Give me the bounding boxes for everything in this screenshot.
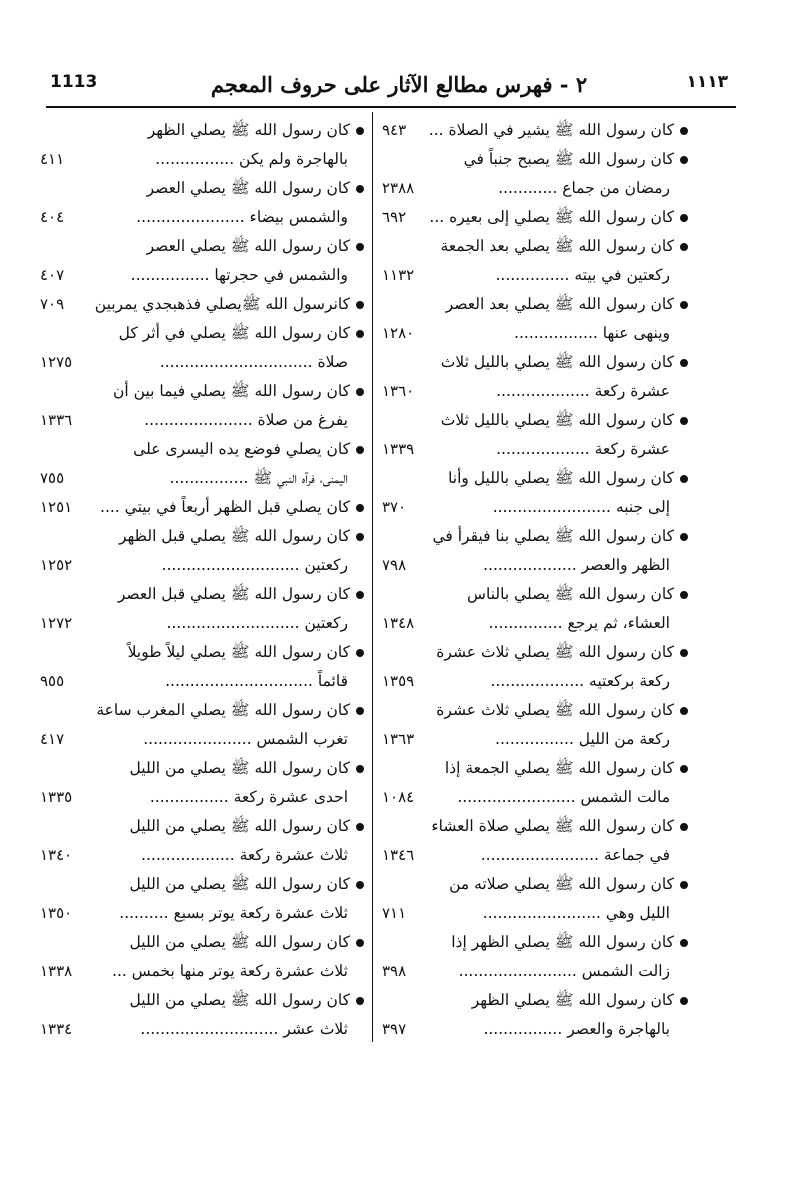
- bullet-icon: [356, 127, 364, 135]
- bullet-icon: [680, 649, 688, 657]
- bullet-icon: [356, 881, 364, 889]
- entry-first-line: [382, 928, 694, 957]
- entry-first-line: [382, 522, 694, 551]
- entry-first-line: [40, 812, 370, 841]
- entry-first-line: [382, 116, 694, 145]
- entry-number: ٧٩٨: [382, 556, 407, 574]
- entry-number: ١٣٤٠: [40, 846, 73, 864]
- bullet-icon: [680, 881, 688, 889]
- page-number-arabic: ١١١٣: [686, 72, 728, 92]
- index-entry: [40, 493, 370, 522]
- entry-text: كان رسول الله ﷺ يصلي بالليل ثلاث: [440, 411, 674, 429]
- entry-continuation-line: [40, 464, 370, 493]
- entry-first-line: [382, 203, 694, 232]
- index-entry: [40, 522, 370, 580]
- bullet-icon: [680, 765, 688, 773]
- entry-text: كان رسول الله ﷺ يصلي الظهر إذا: [451, 933, 674, 951]
- entry-continuation-line: [40, 899, 370, 928]
- entry-first-line: [382, 580, 694, 609]
- entry-number: ٩٥٥: [40, 672, 65, 690]
- index-entry: [382, 232, 694, 290]
- entry-first-line: [40, 580, 370, 609]
- index-entry: [382, 696, 694, 754]
- entry-number: ١٣٥٩: [382, 672, 415, 690]
- entry-number: ٩٤٣: [382, 121, 407, 139]
- bullet-icon: [356, 591, 364, 599]
- entry-continuation-line: [382, 783, 694, 812]
- index-entry: [40, 319, 370, 377]
- entry-continuation-line: [382, 609, 694, 638]
- entry-continuation-line: [40, 348, 370, 377]
- index-entry: [382, 580, 694, 638]
- index-entry: [40, 986, 370, 1044]
- entry-continuation-line: [40, 551, 370, 580]
- entry-text: كان رسول الله ﷺ يصلي العصر: [146, 179, 350, 197]
- entry-text: كان رسول الله ﷺ يصلي ثلاث عشرة: [436, 701, 674, 719]
- entry-first-line: [40, 696, 370, 725]
- entry-text: كان رسول الله ﷺ يصلي الظهر: [147, 121, 350, 139]
- entry-continuation-line: [382, 841, 694, 870]
- bullet-icon: [680, 359, 688, 367]
- bullet-icon: [680, 214, 688, 222]
- entry-continuation-line: [40, 957, 370, 986]
- entry-text: كان رسول الله ﷺ يصلي من الليل: [129, 991, 350, 1009]
- entry-text: عشرة ركعة ...................: [496, 440, 670, 458]
- bullet-icon: [356, 649, 364, 657]
- entry-text: ثلاث عشرة ركعة يوتر منها بخمس ...: [112, 962, 348, 980]
- index-entry: [382, 812, 694, 870]
- index-column-left: [40, 116, 370, 1044]
- bullet-icon: [356, 939, 364, 947]
- index-entry: [40, 696, 370, 754]
- entry-text: العشاء، ثم يرجع ...............: [488, 614, 670, 632]
- page-number-latin: 1113: [50, 72, 98, 92]
- entry-text: كان رسول الله ﷺ يصلي العصر: [146, 237, 350, 255]
- entry-text: كان رسول الله ﷺ يصلي صلاة العشاء: [431, 817, 674, 835]
- entry-text: بالهاجرة ولم يكن ................: [155, 150, 348, 168]
- entry-text: كان رسول الله ﷺ يصلي بالليل ثلاث: [440, 353, 674, 371]
- entry-number: ٣٧٠: [382, 498, 407, 516]
- bullet-icon: [680, 707, 688, 715]
- entry-number: ١٣٥٠: [40, 904, 73, 922]
- bullet-icon: [356, 707, 364, 715]
- entry-text: إلى جنبه ........................: [492, 498, 670, 516]
- entry-text: ركعتين ............................: [161, 556, 348, 574]
- entry-text: احدى عشرة ركعة ................: [149, 788, 348, 806]
- entry-continuation-line: [382, 725, 694, 754]
- entry-continuation-line: [40, 203, 370, 232]
- bullet-icon: [356, 823, 364, 831]
- entry-continuation-line: [382, 899, 694, 928]
- entry-text: صلاة ...............................: [159, 353, 348, 371]
- entry-first-line: [382, 464, 694, 493]
- entry-text: الظهر والعصر ...................: [483, 556, 670, 574]
- index-entry: [40, 377, 370, 435]
- entry-text: اليمنى، فرآه النبي ﷺ ................: [169, 469, 348, 487]
- index-entry: [40, 116, 370, 174]
- entry-text: كان رسول الله ﷺ يصلي بعد الجمعة: [440, 237, 674, 255]
- index-entry: [382, 928, 694, 986]
- index-entry: [382, 986, 694, 1044]
- entry-text: الليل وهي ........................: [482, 904, 670, 922]
- entry-first-line: [40, 638, 370, 667]
- index-entry: [382, 116, 694, 145]
- column-divider: [372, 112, 373, 1042]
- entry-text: رمضان من جماع ............: [498, 179, 670, 197]
- entry-text: بالهاجرة والعصر ................: [483, 1020, 670, 1038]
- entry-text: كان رسول الله ﷺ يشير في الصلاة ...: [428, 121, 674, 139]
- bullet-icon: [680, 127, 688, 135]
- entry-first-line: [382, 754, 694, 783]
- entry-number: ٣٩٨: [382, 962, 407, 980]
- entry-text: ثلاث عشرة ركعة يوتر بسبع ..........: [119, 904, 348, 922]
- entry-text: ركعة من الليل ................: [495, 730, 670, 748]
- entry-number: ١٣٦٣: [382, 730, 415, 748]
- entry-continuation-line: [382, 435, 694, 464]
- entry-continuation-line: [40, 609, 370, 638]
- entry-continuation-line: [382, 174, 694, 203]
- entry-text: كان رسول الله ﷺ يصلي الجمعة إذا: [444, 759, 674, 777]
- entry-number: ١٢٨٠: [382, 324, 415, 342]
- entry-continuation-line: [40, 667, 370, 696]
- entry-number: ١٣٣٨: [40, 962, 73, 980]
- index-entry: [382, 638, 694, 696]
- page-title: ٢ - فهرس مطالع الآثار على حروف المعجم: [210, 72, 588, 97]
- entry-first-line: [382, 406, 694, 435]
- entry-number: ٣٩٧: [382, 1020, 407, 1038]
- entry-first-line: [382, 290, 694, 319]
- entry-first-line: [40, 522, 370, 551]
- entry-text: كان رسول الله ﷺ يصلي بالناس: [467, 585, 674, 603]
- index-entry: [40, 435, 370, 493]
- entry-text: كان رسول الله ﷺ يصلي بالليل وأنا: [448, 469, 674, 487]
- entry-text: كان رسول الله ﷺ يصلي قبل العصر: [117, 585, 350, 603]
- bullet-icon: [680, 533, 688, 541]
- entry-number: ١٢٥١: [40, 498, 73, 516]
- bullet-icon: [356, 765, 364, 773]
- entry-continuation-line: [40, 261, 370, 290]
- entry-text: كان يصلي فوضع يده اليسرى على: [133, 440, 350, 458]
- entry-continuation-line: [382, 493, 694, 522]
- index-entry: [40, 290, 370, 319]
- entry-number: ١٣٣٤: [40, 1020, 73, 1038]
- entry-first-line: [382, 348, 694, 377]
- index-entry: [382, 870, 694, 928]
- entry-text: والشمس في حجرتها ................: [130, 266, 348, 284]
- index-entry: [382, 145, 694, 203]
- entry-text: ثلاث عشرة ركعة ...................: [141, 846, 348, 864]
- index-entry: [382, 203, 694, 232]
- bullet-icon: [356, 243, 364, 251]
- entry-text: كان رسول الله ﷺ يصلي من الليل: [129, 817, 350, 835]
- index-entry: [382, 522, 694, 580]
- entry-text: ركعتين ...........................: [166, 614, 348, 632]
- entry-first-line: [40, 754, 370, 783]
- index-entry: [40, 870, 370, 928]
- entry-number: ١٣٦٠: [382, 382, 415, 400]
- entry-text: زالت الشمس ........................: [458, 962, 670, 980]
- entry-number: ١٣٣٥: [40, 788, 73, 806]
- bullet-icon: [680, 591, 688, 599]
- entry-first-line: [382, 812, 694, 841]
- entry-first-line: [40, 435, 370, 464]
- entry-text: كان رسول الله ﷺ يصلي ليلاً طويلاً: [127, 643, 350, 661]
- entry-text: كان رسول الله ﷺ يصلي في أثر كل: [118, 324, 350, 342]
- entry-text: كان رسول الله ﷺ يصلي ثلاث عشرة: [436, 643, 674, 661]
- entry-number: ٧١١: [382, 904, 407, 922]
- entry-continuation-line: [382, 1015, 694, 1044]
- entry-number: ١٢٥٢: [40, 556, 73, 574]
- entry-number: ٧٠٩: [40, 295, 65, 313]
- entry-text: قائماً ..............................: [165, 672, 348, 690]
- bullet-icon: [356, 533, 364, 541]
- entry-continuation-line: [382, 261, 694, 290]
- entry-text: كان رسول الله ﷺ يصبح جنباً في: [463, 150, 674, 168]
- entry-number: ٤٠٧: [40, 266, 65, 284]
- bullet-icon: [680, 939, 688, 947]
- entry-first-line: [40, 290, 370, 319]
- entry-number: ٧٥٥: [40, 469, 65, 487]
- entry-text: ركعة بركعتيه ...................: [490, 672, 670, 690]
- index-entry: [40, 232, 370, 290]
- entry-text: ثلاث عشر ............................: [140, 1020, 348, 1038]
- entry-number: ١٢٧٢: [40, 614, 73, 632]
- index-entry: [40, 638, 370, 696]
- bullet-icon: [680, 301, 688, 309]
- entry-text: كان رسول الله ﷺ يصلي المغرب ساعة: [96, 701, 350, 719]
- entry-number: ٢٣٨٨: [382, 179, 415, 197]
- entry-first-line: [40, 174, 370, 203]
- entry-text: كان رسول الله ﷺ يصلي صلاته من: [449, 875, 674, 893]
- entry-first-line: [382, 232, 694, 261]
- index-entry: [382, 406, 694, 464]
- bullet-icon: [680, 156, 688, 164]
- entry-continuation-line: [40, 1015, 370, 1044]
- entry-text: كان رسول الله ﷺ يصلي من الليل: [129, 875, 350, 893]
- bullet-icon: [680, 243, 688, 251]
- index-entry: [382, 290, 694, 348]
- bullet-icon: [680, 823, 688, 831]
- entry-text: كان رسول الله ﷺ يصلي من الليل: [129, 759, 350, 777]
- entry-first-line: [40, 377, 370, 406]
- entry-text: يفرغ من صلاة ......................: [144, 411, 348, 429]
- entry-number: ١٣٤٨: [382, 614, 415, 632]
- bullet-icon: [680, 475, 688, 483]
- entry-first-line: [382, 986, 694, 1015]
- entry-continuation-line: [40, 841, 370, 870]
- entry-text: عشرة ركعة ...................: [496, 382, 670, 400]
- entry-text: كان رسول الله ﷺ يصلي من الليل: [129, 933, 350, 951]
- index-entry: [382, 464, 694, 522]
- entry-number: ٤١٧: [40, 730, 65, 748]
- bullet-icon: [356, 301, 364, 309]
- entry-first-line: [40, 870, 370, 899]
- entry-number: ١٣٣٩: [382, 440, 415, 458]
- entry-text: كانرسول الله ﷺيصلي فذهبجدي يمربين: [94, 295, 350, 313]
- entry-text: تغرب الشمس ......................: [143, 730, 348, 748]
- entry-text: والشمس بيضاء ......................: [136, 208, 348, 226]
- header-rule: [46, 106, 736, 108]
- index-entry: [40, 928, 370, 986]
- entry-text: كان رسول الله ﷺ يصلي الظهر: [471, 991, 674, 1009]
- entry-continuation-line: [382, 319, 694, 348]
- entry-text: كان رسول الله ﷺ يصلي بعد العصر: [445, 295, 674, 313]
- entry-continuation-line: [382, 377, 694, 406]
- bullet-icon: [356, 388, 364, 396]
- entry-continuation-line: [40, 406, 370, 435]
- entry-continuation-line: [40, 783, 370, 812]
- entry-number: ١٠٨٤: [382, 788, 415, 806]
- entry-first-line: [40, 116, 370, 145]
- entry-number: ٤٠٤: [40, 208, 65, 226]
- index-entry: [40, 174, 370, 232]
- index-entry: [40, 580, 370, 638]
- entry-number: ١٣٤٦: [382, 846, 415, 864]
- entry-first-line: [40, 232, 370, 261]
- entry-first-line: [382, 638, 694, 667]
- bullet-icon: [356, 446, 364, 454]
- entry-text: في جماعة ........................: [480, 846, 670, 864]
- index-entry: [382, 348, 694, 406]
- entry-first-line: [40, 493, 370, 522]
- entry-first-line: [40, 928, 370, 957]
- entry-number: ٤١١: [40, 150, 65, 168]
- entry-number: ١٢٧٥: [40, 353, 73, 371]
- entry-text: كان رسول الله ﷺ يصلي بنا فيقرأ في: [432, 527, 674, 545]
- entry-text: كان رسول الله ﷺ يصلي فيما بين أن: [113, 382, 350, 400]
- entry-first-line: [382, 145, 694, 174]
- bullet-icon: [356, 997, 364, 1005]
- index-column-right: [382, 116, 694, 1044]
- entry-text: ركعتين في بيته ...............: [495, 266, 670, 284]
- entry-text: مالت الشمس ........................: [457, 788, 670, 806]
- entry-text: وينهى عنها .................: [514, 324, 670, 342]
- entry-number: ٦٩٢: [382, 208, 407, 226]
- index-entry: [382, 754, 694, 812]
- entry-continuation-line: [40, 725, 370, 754]
- bullet-icon: [680, 417, 688, 425]
- entry-text: كان رسول الله ﷺ يصلي إلى بعيره ...: [429, 208, 674, 226]
- entry-first-line: [382, 696, 694, 725]
- entry-continuation-line: [382, 667, 694, 696]
- entry-first-line: [40, 319, 370, 348]
- bullet-icon: [356, 330, 364, 338]
- entry-text: كان رسول الله ﷺ يصلي قبل الظهر: [118, 527, 350, 545]
- bullet-icon: [356, 504, 364, 512]
- entry-continuation-line: [382, 957, 694, 986]
- entry-text: كان يصلي قبل الظهر أربعاً في بيتي ....: [100, 498, 350, 516]
- bullet-icon: [680, 997, 688, 1005]
- entry-continuation-line: [382, 551, 694, 580]
- bullet-icon: [356, 185, 364, 193]
- entry-continuation-line: [40, 145, 370, 174]
- entry-first-line: [382, 870, 694, 899]
- entry-number: ١١٣٢: [382, 266, 415, 284]
- index-entry: [40, 754, 370, 812]
- index-entry: [40, 812, 370, 870]
- entry-number: ١٣٣٦: [40, 411, 73, 429]
- entry-first-line: [40, 986, 370, 1015]
